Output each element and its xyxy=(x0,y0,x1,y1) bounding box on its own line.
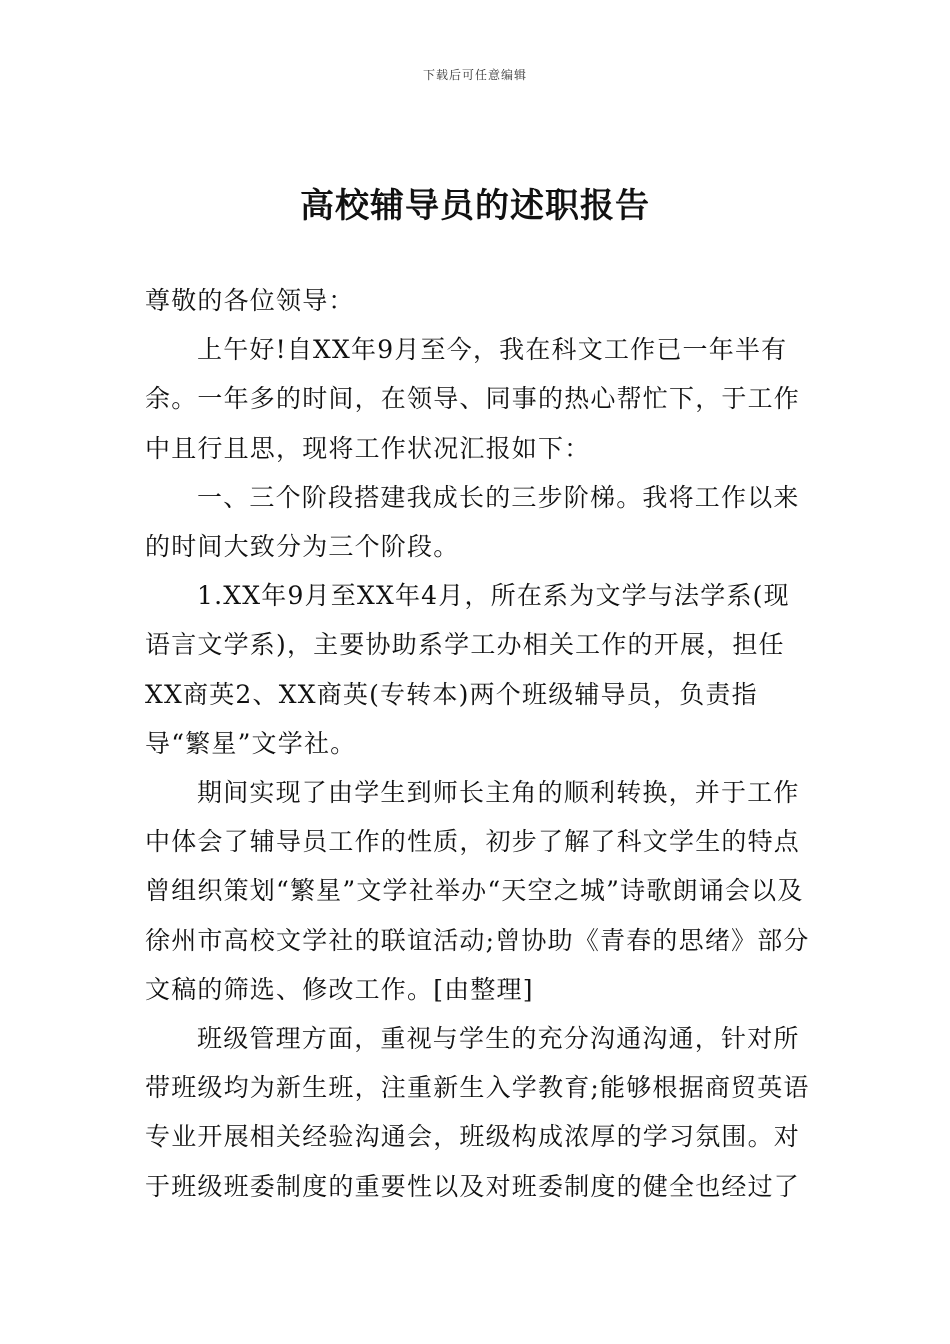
paragraph-greeting: 上午好!自XX年9月至今，我在科文工作已一年半有余。一年多的时间，在领导、同事的热心帮忙下，于工作中且行且思，现将工作状况汇报如下： xyxy=(145,335,801,463)
header-note: 下载后可任意编辑 xyxy=(422,68,527,82)
paragraph-class-management: 班级管理方面，重视与学生的充分沟通沟通，针对所带班级均为新生班，注重新生入学教育;能够根据商贸英语专业开展相关经验沟通会，班级构成浓厚的学习氛围。对于班级班委制度的重要性以及对班委制度的健全也经过了 xyxy=(145,1024,810,1201)
paragraph-period: 期间实现了由学生到师长主角的顺利转换，并于工作中体会了辅导员工作的性质，初步了解了科文学生的特点曾组织策划“繁星”文学社举办“天空之城”诗歌朗诵会以及徐州市高校文学社的联谊活动;曾协助《青春的思绪》部分文稿的筛选、修改工作。[由整理] xyxy=(145,778,810,1004)
paragraph-stage-one: 1.XX年9月至XX年4月，所在系为文学与法学系(现语言文学系)，主要协助系学工办相关工作的开展，担任XX商英2、XX商英(专转本)两个班级辅导员，负责指导“繁星”文学社。 xyxy=(145,581,790,758)
document-body xyxy=(145,276,810,1211)
document-title: 高校辅导员的述职报告 xyxy=(300,186,650,226)
paragraph-section-one: 一、三个阶段搭建我成长的三步阶梯。我将工作以来的时间大致分为三个阶段。 xyxy=(145,482,800,562)
salutation: 尊敬的各位领导： xyxy=(145,286,355,315)
